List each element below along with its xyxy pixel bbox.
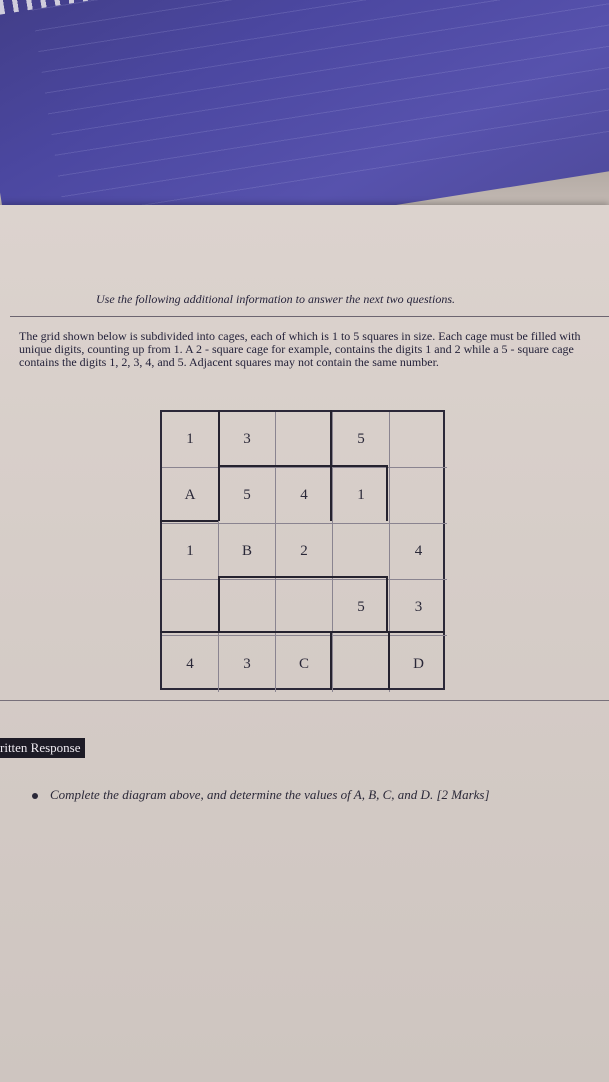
cage-boundary bbox=[330, 631, 332, 690]
grid-cell[interactable] bbox=[390, 468, 447, 524]
cage-boundary bbox=[160, 631, 445, 633]
grid-cell[interactable] bbox=[276, 580, 333, 636]
grid-cell[interactable]: 2 bbox=[276, 524, 333, 580]
cage-boundary bbox=[330, 466, 332, 521]
grid-cell[interactable]: C bbox=[276, 636, 333, 692]
grid-cell[interactable]: 1 bbox=[162, 524, 219, 580]
grid-cell[interactable]: 3 bbox=[219, 412, 276, 468]
notebook-lines bbox=[29, 0, 609, 237]
cage-boundary bbox=[388, 631, 390, 690]
cage-boundary bbox=[218, 465, 388, 467]
cage-boundary bbox=[218, 576, 220, 632]
grid-cell[interactable]: 1 bbox=[162, 412, 219, 468]
written-response-label: ritten Response bbox=[0, 738, 85, 758]
grid-cell[interactable]: 5 bbox=[333, 580, 390, 636]
grid-cell[interactable] bbox=[276, 412, 333, 468]
grid-cell[interactable] bbox=[219, 580, 276, 636]
grid-cell[interactable]: 4 bbox=[276, 468, 333, 524]
cage-puzzle-grid bbox=[160, 410, 445, 690]
cage-boundary bbox=[386, 576, 388, 632]
cage-boundary bbox=[330, 410, 332, 466]
intro-text: Use the following additional information to answer the next two questions. bbox=[96, 292, 455, 306]
grid-cell[interactable] bbox=[333, 636, 390, 692]
cage-boundary bbox=[330, 576, 388, 578]
divider-bottom bbox=[0, 700, 609, 701]
cage-boundary bbox=[218, 576, 332, 578]
grid-cell[interactable]: 1 bbox=[333, 468, 390, 524]
grid-cell[interactable]: 5 bbox=[333, 412, 390, 468]
grid-cell[interactable]: 3 bbox=[219, 636, 276, 692]
grid-cell[interactable]: B bbox=[219, 524, 276, 580]
grid-cell[interactable]: A bbox=[162, 468, 219, 524]
task-text: Complete the diagram above, and determine the values of A, B, C, and D. [2 Marks] bbox=[50, 787, 490, 802]
bullet-icon bbox=[32, 793, 38, 799]
divider-top bbox=[10, 316, 609, 317]
task-prompt bbox=[32, 787, 490, 803]
grid-cell[interactable] bbox=[162, 580, 219, 636]
grid-cell[interactable]: 5 bbox=[219, 468, 276, 524]
cage-boundary bbox=[160, 520, 218, 522]
cage-boundary bbox=[386, 465, 388, 521]
grid-cell[interactable]: 3 bbox=[390, 580, 447, 636]
grid-cell[interactable] bbox=[333, 524, 390, 580]
grid-cell[interactable]: 4 bbox=[390, 524, 447, 580]
grid-cell[interactable] bbox=[390, 412, 447, 468]
grid-cell[interactable]: D bbox=[413, 655, 424, 672]
instructions-paragraph: The grid shown below is subdivided into cages, each of which is 1 to 5 squares in size. Each cage must be filled with unique digits, counting up from 1. A 2 - square cage for example, contains the digits 1 and 2 while a 5 - square cage contains the digits 1, 2, 3, 4, and 5. Adjacent squares may not contain the same number. bbox=[19, 329, 581, 369]
grid-cell[interactable]: 4 bbox=[162, 636, 219, 692]
